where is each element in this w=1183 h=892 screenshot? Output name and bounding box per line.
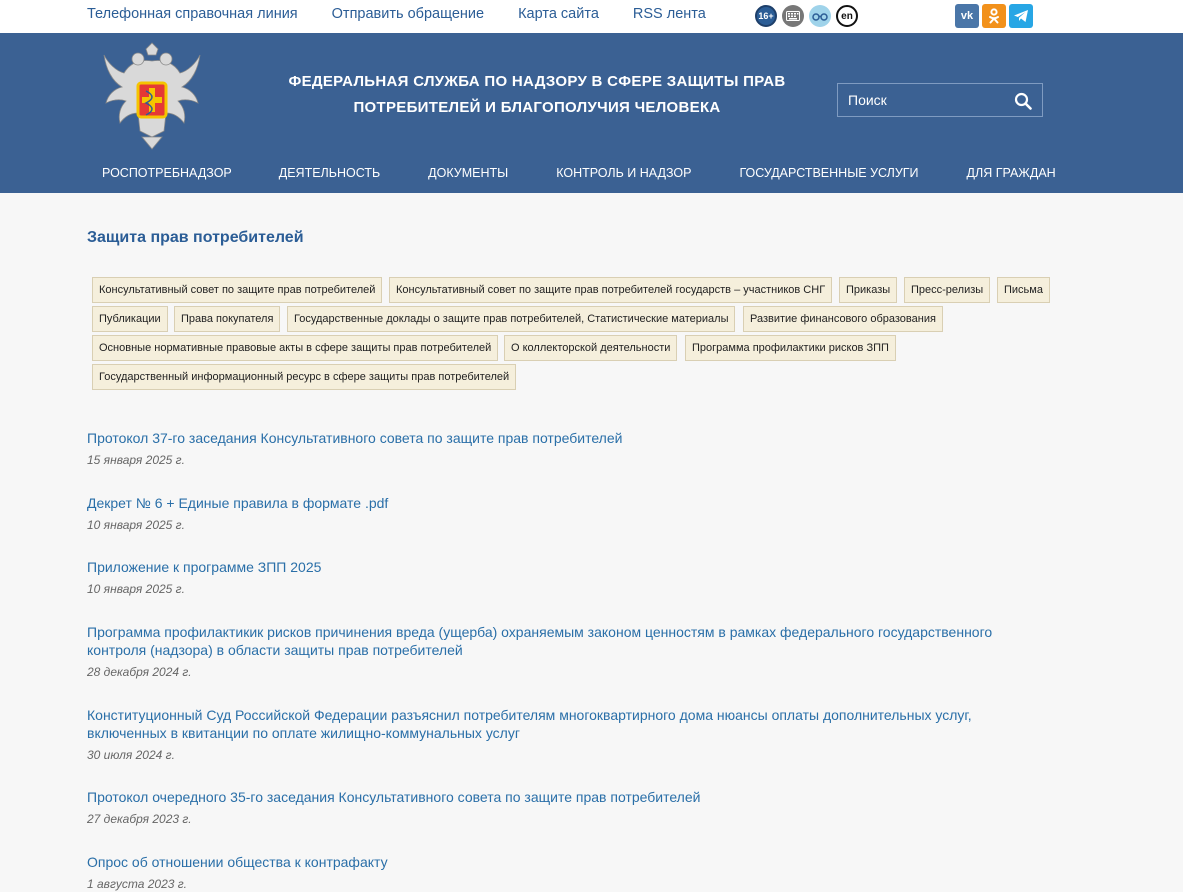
news-item [87,429,1027,467]
news-date: 15 января 2025 г. [87,453,185,467]
top-bar [0,0,1183,33]
nav-item-public-services[interactable]: ГОСУДАРСТВЕННЫЕ УСЛУГИ [739,166,919,180]
social-links [955,4,1033,28]
search-icon[interactable] [1014,92,1032,110]
news-item [87,494,1027,532]
tag-regulatory-acts[interactable]: Основные нормативные правовые акты в сфере защиты прав потребителей [92,335,498,361]
tag-press-releases[interactable]: Пресс-релизы [904,277,990,303]
nav-item-control[interactable]: КОНТРОЛЬ И НАДЗОР [556,166,692,180]
tag-letters[interactable]: Письма [997,277,1050,303]
nav-item-activity[interactable]: ДЕЯТЕЛЬНОСТЬ [278,166,381,180]
news-title-link[interactable]: Декрет № 6 + Единые правила в формате .pdf [87,495,389,511]
organization-title [270,69,804,121]
tag-orders[interactable]: Приказы [839,277,897,303]
organization-title-line2: ПОТРЕБИТЕЛЕЙ И БЛАГОПОЛУЧИЯ ЧЕЛОВЕКА [353,99,721,116]
odnoklassniki-icon[interactable] [982,4,1006,28]
news-title-link[interactable]: Опрос об отношении общества к контрафакту [87,854,388,870]
nav-item-for-citizens[interactable]: ДЛЯ ГРАЖДАН [966,166,1056,180]
news-title-link[interactable]: Протокол 37-го заседания Консультативного совета по защите прав потребителей [87,430,623,446]
news-date: 28 декабря 2024 г. [87,665,192,679]
nav-item-documents[interactable]: ДОКУМЕНТЫ [428,166,509,180]
news-title-link[interactable]: Программа профилактикик рисков причинения вреда (ущерба) охраняемым законом ценностям в рамках федерального государственного контроля (надзора) в области защиты прав потребителей [87,624,993,658]
news-item [87,623,1027,679]
tag-state-reports[interactable]: Государственные доклады о защите прав потребителей, Статистические материалы [287,306,735,332]
organization-title-line1: ФЕДЕРАЛЬНАЯ СЛУЖБА ПО НАДЗОРУ В СФЕРЕ ЗАЩИТЫ ПРАВ [288,73,786,90]
search-input[interactable] [848,92,1008,108]
main-content [0,193,1183,892]
coat-of-arms-logo[interactable] [100,41,204,153]
top-link-rss[interactable]: RSS лента [632,6,706,22]
tag-financial-education[interactable]: Развитие финансового образования [743,306,943,332]
tag-publications[interactable]: Публикации [92,306,168,332]
top-link-send-appeal[interactable]: Отправить обращение [331,6,485,22]
tag-prevention-program[interactable]: Программа профилактики рисков ЗПП [685,335,896,361]
top-links [87,6,706,22]
news-date: 30 июля 2024 г. [87,748,175,762]
tag-consultative-council-cis[interactable]: Консультативный совет по защите прав потребителей государств – участников СНГ [389,277,832,303]
telegram-icon[interactable] [1009,4,1033,28]
news-title-link[interactable]: Конституционный Суд Российской Федерации разъяснил потребителям многоквартирного дома нюансы оплаты дополнительных услуг, включенных в квитанции по оплате жилищно-коммунальных услуг [87,707,972,741]
news-date: 1 августа 2023 г. [87,877,188,891]
news-title-link[interactable]: Протокол очередного 35-го заседания Консультативного совета по защите прав потребителей [87,789,701,805]
vk-icon[interactable]: vk [955,4,979,28]
news-item [87,853,1027,891]
search-box [837,83,1043,117]
low-vision-glasses-icon[interactable] [809,5,831,27]
language-switch-en[interactable]: en [836,5,858,27]
news-date: 10 января 2025 г. [87,582,185,596]
main-navigation [102,166,1056,180]
news-date: 27 декабря 2023 г. [87,812,192,826]
tag-collection-activity[interactable]: О коллекторской деятельности [504,335,677,361]
news-item [87,558,1027,596]
news-title-link[interactable]: Приложение к программе ЗПП 2025 [87,559,322,575]
top-link-phone-line[interactable]: Телефонная справочная линия [87,6,298,22]
accessibility-controls [755,5,858,27]
tag-consultative-council[interactable]: Консультативный совет по защите прав потребителей [92,277,382,303]
tag-state-info-resource[interactable]: Государственный информационный ресурс в сфере защиты прав потребителей [92,364,516,390]
news-date: 10 января 2025 г. [87,518,185,532]
top-link-sitemap[interactable]: Карта сайта [518,6,599,22]
keyboard-icon[interactable] [782,5,804,27]
news-item [87,788,1027,826]
page-title: Защита прав потребителей [87,229,304,246]
news-item [87,706,1027,762]
tag-buyer-rights[interactable]: Права покупателя [174,306,280,332]
site-header [0,33,1183,193]
age-rating-badge: 16+ [755,5,777,27]
nav-item-rospotrebnadzor[interactable]: РОСПОТРЕБНАДЗОР [102,166,232,180]
